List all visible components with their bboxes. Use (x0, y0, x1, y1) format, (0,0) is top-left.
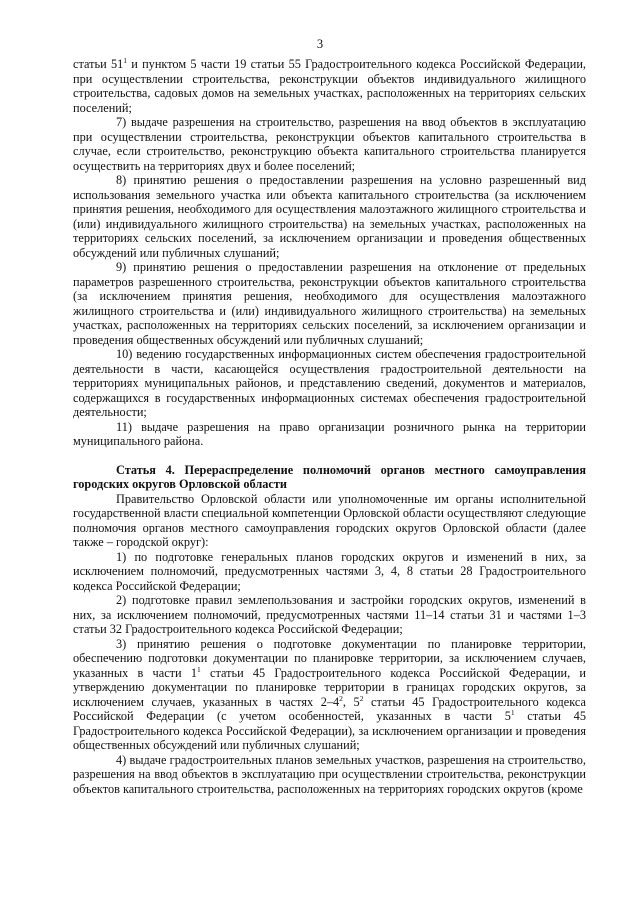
section-spacer (73, 449, 586, 463)
article-heading: Статья 4. Перераспределение полномочий органов местного самоуправления городских округов Орловской области (73, 462, 586, 491)
paragraph-continuation: статьи $51^1$ и пунктом 5 части 19 статьи 55 Градостроительного кодекса Российской Федерации, при осуществлении строительства, реконструкции объектов индивидуального жилищного строительства, садовых домов на земельных участках, расположенных на территориях сельских поселений; (73, 56, 586, 115)
paragraph-item-10: 10) ведению государственных информационных систем обеспечения градостроительной деятельности в части, касающейся осуществления градостроительной деятельности на территориях муниципальных районов, и представлению сведений, документов и материалов, содержащихся в государственных информационных системах обеспечения градостроительной деятельности; (73, 347, 586, 419)
article-intro: Правительство Орловской области или уполномоченные им органы исполнительной государственной власти специальной компетенции Орловской области осуществляют следующие полномочия органов местного самоуправления городских округов Орловской области (далее также – городской округ): (73, 491, 586, 549)
paragraph-item-11: 11) выдаче разрешения на право организации розничного рынка на территории муниципального района. (73, 419, 586, 448)
paragraph-subitem-3: 3) принятию решения о подготовке документации по планировке территории, обеспечению подготовки документации по планировке территории, за исключением случаев, указанных в части $1^1$ статьи 45 Градостроительного кодекса Российской Федерации, и утверждению документации по планировке территории в границах городских округов, за исключением случаев, указанных в частях $2-4^2$, $5^2$ статьи 45 Градостроительного кодекса Российской Федерации (с учетом особенностей, указанных в части $5^1$ статьи 45 Градостроительного кодекса Российской Федерации), за исключением организации и проведения общественных обсуждений или публичных слушаний; (73, 636, 586, 752)
page-number: 3 (316, 37, 324, 51)
paragraph-subitem-4: 4) выдаче градостроительных планов земельных участков, разрешения на строительство, разрешения на ввод объектов в эксплуатацию при осуществлении строительства, реконструкции объектов капитального строительства, расположенных на территориях городских округов (кроме (73, 752, 586, 796)
paragraph-subitem-1: 1) по подготовке генеральных планов городских округов и изменений в них, за исключением полномочий, предусмотренных частями 3, 4, 8 статьи 28 Градостроительного кодекса Российской Федерации; (73, 549, 586, 593)
paragraph-item-9: 9) принятию решения о предоставлении разрешения на отклонение от предельных параметров разрешенного строительства, реконструкции объектов капитального строительства (за исключением принятия решения, необходимого для осуществления малоэтажного жилищного строительства и (или) индивидуального жилищного строительства) на земельных участках, расположенных на территориях сельских поселений, за исключением организации и проведения общественных обсуждений или публичных слушаний; (73, 260, 586, 347)
paragraph-subitem-2: 2) подготовке правил землепользования и застройки городских округов, изменений в них, за исключением полномочий, предусмотренных частями 11–14 статьи 31 и частями 1–3 статьи 32 Градостроительного кодекса Российской Федерации; (73, 593, 586, 636)
paragraph-item-7: 7) выдаче разрешения на строительство, разрешения на ввод объектов в эксплуатацию при осуществлении строительства, реконструкции объектов капитального строительства в случае, если строительство, реконструкцию объекта капитального строительства планируется осуществить на территориях двух и более поселений; (73, 115, 586, 173)
document-body (73, 57, 586, 796)
paragraph-item-8: 8) принятию решения о предоставлении разрешения на условно разрешенный вид использования земельного участка или объекта капитального строительства (за исключением принятия решения, необходимого для осуществления малоэтажного жилищного строительства и (или) индивидуального жилищного строительства) на земельных участках, расположенных на территориях сельских поселений, за исключением организации и проведения общественных обсуждений или публичных слушаний; (73, 173, 586, 260)
